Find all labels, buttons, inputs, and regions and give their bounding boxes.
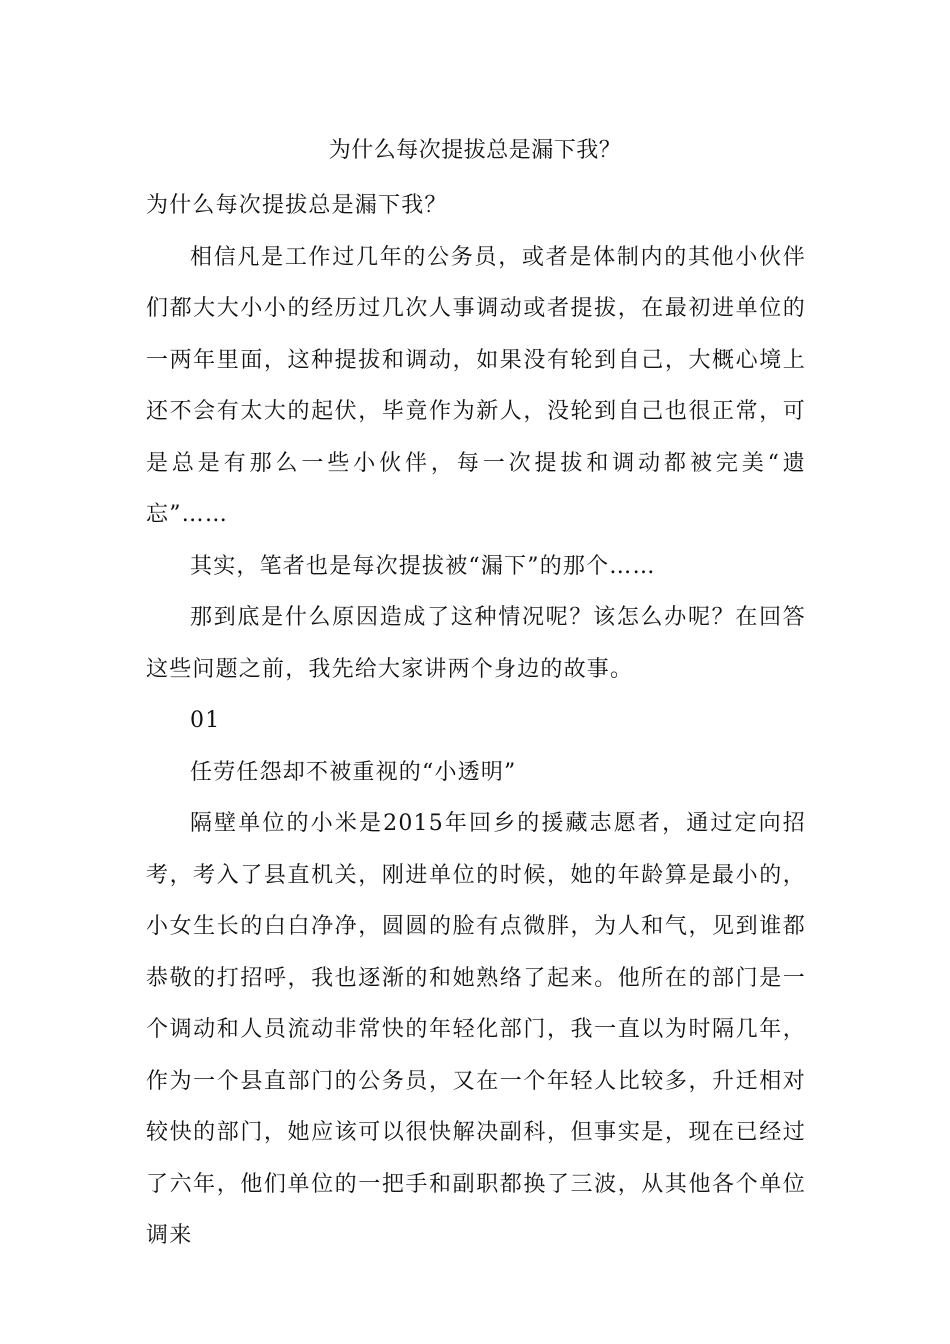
paragraph-question: 那到底是什么原因造成了这种情况呢？该怎么办呢？在回答这些问题之前，我先给大家讲两个身边的故事。	[146, 605, 806, 682]
document-body	[146, 180, 806, 1262]
section-heading: 任劳任怨却不被重视的“小透明”	[190, 759, 517, 785]
paragraph-intro: 相信凡是工作过几年的公务员，或者是体制内的其他小伙伴们都大大小小的经历过几次人事调动或者提拔，在最初进单位的一两年里面，这种提拔和调动，如果没有轮到自己，大概心境上还不会有太大的起伏，毕竟作为新人，没轮到自己也很正常，可是总是有那么一些小伙伴，每一次提拔和调动都被完美“遗忘”……	[146, 244, 806, 527]
section-number: 01	[190, 708, 221, 733]
paragraph-story: 隔壁单位的小米是2015年回乡的援藏志愿者，通过定向招考，考入了县直机关，刚进单位的时候，她的年龄算是最小的，小女生长的白白净净，圆圆的脸有点微胖，为人和气，见到谁都恭敬的打招呼，我也逐渐的和她熟络了起来。他所在的部门是一个调动和人员流动非常快的年轻化部门，我一直以为时隔几年，作为一个县直部门的公务员，又在一个年轻人比较多，升迁相对较快的部门，她应该可以很快解决副科，但事实是，现在已经过了六年，他们单位的一把手和副职都换了三波，从其他各个单位调来	[146, 811, 806, 1248]
document-title: 为什么每次提拔总是漏下我？	[328, 138, 622, 163]
paragraph-author-note: 其实，笔者也是每次提拔被“漏下”的那个……	[190, 553, 656, 579]
paragraph-subtitle: 为什么每次提拔总是漏下我？	[146, 193, 448, 218]
